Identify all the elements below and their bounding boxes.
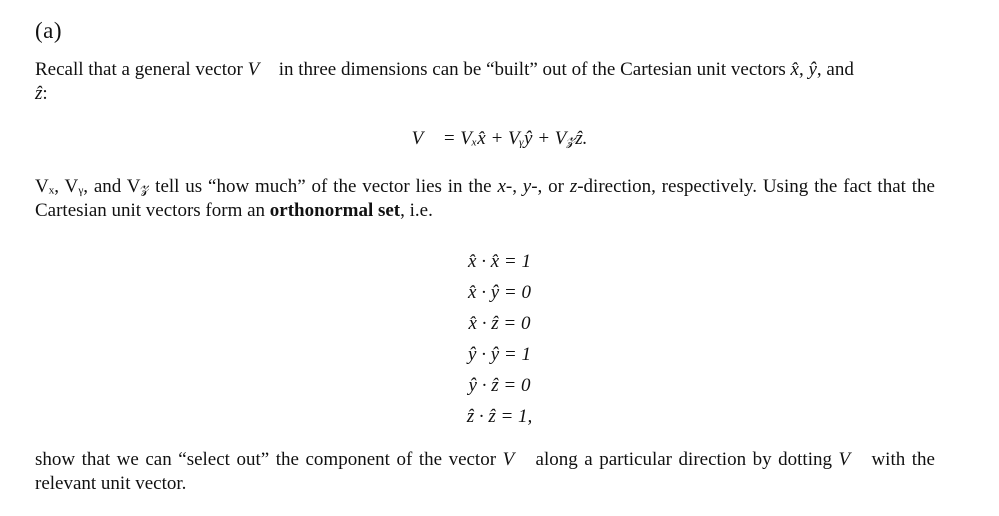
components-text-3: , i.e. (400, 200, 433, 221)
dot-product-equation: x̂ · ẑ = 0 (468, 313, 531, 334)
dot-product-equation: ẑ · ẑ = 1, (466, 406, 533, 427)
orthonormal-set-term: orthonormal set (269, 200, 401, 221)
vector-decomposition-equation: V⃗ = Vₓx̂ + Vᵧŷ + V𝓏ẑ. (411, 128, 588, 149)
paragraph-intro (35, 58, 935, 106)
dot-product-equation: ŷ · ŷ = 1 (468, 344, 531, 365)
vector-v-symbol: V⃗ (502, 449, 529, 470)
section-heading: (a) (35, 18, 63, 43)
dash-1: -, (505, 176, 523, 197)
dot-product-equation: x̂ · ŷ = 0 (468, 282, 531, 303)
task-text-3: with the relevant unit vector. (35, 449, 935, 494)
paragraph-task (35, 448, 935, 496)
intro-text-middle: in three dimensions can be “built” out of the Cartesian unit vectors (273, 59, 791, 80)
intro-text-start: Recall that a general vector (35, 59, 248, 80)
unit-y-symbol: ŷ (808, 59, 817, 80)
dot-product-list (0, 246, 999, 432)
intro-text-end: : (42, 83, 48, 104)
unit-z-symbol: ẑ (35, 83, 43, 104)
unit-x-symbol: x̂ (790, 59, 799, 80)
vector-v-symbol: V⃗ (247, 59, 274, 80)
components-text-1: Vₓ, Vᵧ, and V𝓏 tell us “how much” of the vector lies in the (35, 176, 498, 197)
components-text-2: -direction, respectively. Using the fact that the Cartesian unit vectors form an (35, 176, 935, 221)
direction-z: z (569, 176, 578, 197)
vector-v-symbol: V⃗ (838, 449, 865, 470)
task-text-1: show that we can “select out” the component of the vector (35, 449, 503, 470)
dash-2: -, or (531, 176, 570, 197)
direction-y: y (522, 176, 532, 197)
direction-x: x (497, 176, 506, 197)
separator-comma-1: , (798, 59, 809, 80)
separator-and: , and (816, 59, 854, 80)
dot-product-equation: ŷ · ẑ = 0 (468, 375, 531, 396)
task-text-2: along a particular direction by dotting (528, 449, 839, 470)
dot-product-equation: x̂ · x̂ = 1 (468, 251, 531, 272)
paragraph-components (35, 175, 935, 223)
